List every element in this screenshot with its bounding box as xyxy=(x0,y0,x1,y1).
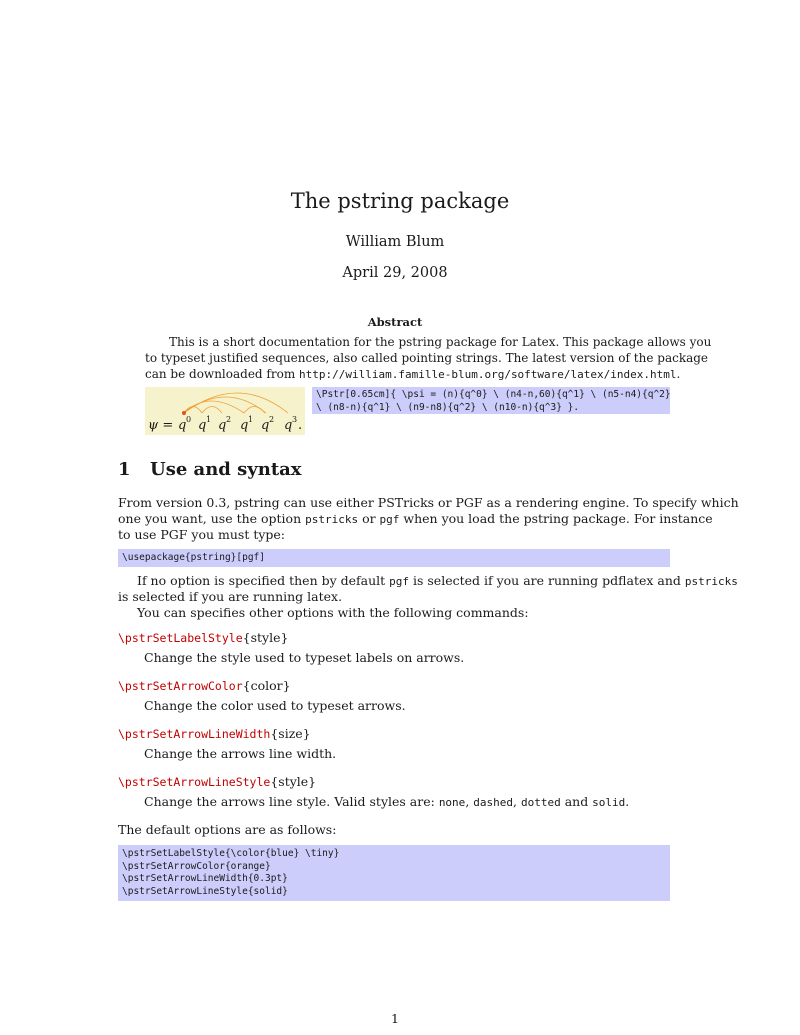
seq-item-4: q xyxy=(261,418,270,433)
seq-item-2: q xyxy=(218,418,227,433)
abstract-line-3-suffix: . xyxy=(676,367,681,381)
abstract-line-1: This is a short documentation for the pstring package for Latex. This package allows you xyxy=(169,335,712,349)
seq-item-4-sup: 2 xyxy=(269,415,275,424)
section-title: Use and syntax xyxy=(150,459,302,480)
seq-item-1: q xyxy=(198,418,207,433)
command-desc: Change the style used to typeset labels on arrows. xyxy=(144,650,465,665)
para2-text-b: is selected if you are running pdflatex and xyxy=(409,573,685,588)
defaults-code-line: \pstrSetLabelStyle{\color{blue} \tiny} xyxy=(122,848,340,859)
example-code-box xyxy=(312,387,670,414)
seq-item-0-sup: 0 xyxy=(186,415,192,424)
abstract-heading: Abstract xyxy=(367,315,423,329)
command-arg: {size} xyxy=(270,726,311,741)
defaults-code-line: \pstrSetArrowLineStyle{solid} xyxy=(122,885,288,897)
pointer-arrows xyxy=(145,387,305,435)
example-code-line-2: \ (n8-n){q^1} \ (n9-n8){q^2} \ (n10-n){q^3} }. xyxy=(316,402,580,413)
para1-line2 xyxy=(118,511,713,528)
seq-item-2-sup: 2 xyxy=(226,415,232,424)
para2-line3: You can specifies other options with the following commands: xyxy=(137,605,529,620)
style-solid: solid xyxy=(592,796,626,809)
option-pstricks: pstricks xyxy=(305,513,359,526)
download-url-link[interactable]: http://william.famille-blum.org/software/latex/index.html xyxy=(299,368,677,381)
section-heading xyxy=(118,459,302,480)
option-pgf: pgf xyxy=(379,513,400,526)
usepackage-code-box xyxy=(118,549,670,567)
style-dotted: dotted xyxy=(520,796,561,809)
separator-and: and xyxy=(560,794,593,809)
command-arg: {color} xyxy=(242,678,291,693)
page-number: 1 xyxy=(391,1011,399,1026)
abstract-line-3-text: can be downloaded from xyxy=(145,367,300,381)
defaults-code-box xyxy=(118,845,670,901)
psi-symbol: ψ = xyxy=(148,418,174,433)
para2-text-a: If no option is specified then by default xyxy=(137,573,390,588)
para2-line2: is selected if you are running latex. xyxy=(118,589,343,604)
para1-text-a: one you want, use the option xyxy=(118,511,306,526)
style-none: none xyxy=(438,796,466,809)
seq-item-3-sup: 1 xyxy=(248,415,254,424)
seq-item-0: q xyxy=(178,418,187,433)
style-dashed: dashed xyxy=(473,796,514,809)
seq-item-1-sup: 1 xyxy=(206,415,212,424)
abstract-line-3 xyxy=(145,366,680,383)
para1-text-d: when you load the pstring package. For instance xyxy=(399,511,713,526)
command-desc: Change the color used to typeset arrows. xyxy=(144,698,406,713)
section-number: 1 xyxy=(118,459,131,480)
abstract-line-2: to typeset justified sequences, also called pointing strings. The latest version of the package xyxy=(145,351,709,365)
seq-item-5-sup: 3 xyxy=(292,415,298,424)
separator: , xyxy=(513,794,521,809)
para2-line1 xyxy=(137,573,738,590)
author: William Blum xyxy=(345,234,445,250)
command-desc: Change the arrows line width. xyxy=(144,746,337,761)
defaults-code-line: \pstrSetArrowLineWidth{0.3pt} xyxy=(122,873,288,884)
defaults-code-line: \pstrSetArrowColor{orange} xyxy=(122,860,271,872)
seq-item-5: q xyxy=(284,418,293,433)
seq-item-3: q xyxy=(240,418,249,433)
date: April 29, 2008 xyxy=(342,265,448,281)
para2-pstricks: pstricks xyxy=(684,575,738,588)
desc-suffix: . xyxy=(625,794,630,809)
command-arrow-color xyxy=(118,678,291,693)
document-title: The pstring package xyxy=(290,189,510,213)
usepackage-code: \usepackage{pstring}[pgf] xyxy=(122,552,265,563)
para1-line1: From version 0.3, pstring can use either PSTricks or PGF as a rendering engine. To specify which xyxy=(118,495,739,510)
para1-text-b: or xyxy=(358,511,380,526)
command-name: \pstrSetArrowColor xyxy=(118,679,243,693)
para1-line3: to use PGF you must type: xyxy=(118,527,286,542)
sequence-items xyxy=(178,415,302,433)
command-arg: {style} xyxy=(270,774,317,789)
desc-prefix: Change the arrows line style. Valid styles are: xyxy=(144,794,439,809)
command-desc xyxy=(144,794,629,809)
seq-end: . xyxy=(298,418,303,433)
example-code-line-1: \Pstr[0.65cm]{ \psi = (n){q^0} \ (n4-n,60){q^1} \ (n5-n4){q^2} xyxy=(316,389,671,400)
command-name: \pstrSetArrowLineStyle xyxy=(118,775,271,789)
para2-pgf: pgf xyxy=(389,575,410,588)
command-label-style xyxy=(118,630,288,645)
example-rendered-box xyxy=(145,387,305,435)
command-arrow-line-width xyxy=(118,726,311,741)
defaults-intro: The default options are as follows: xyxy=(118,822,337,837)
command-arg: {style} xyxy=(242,630,289,645)
command-name: \pstrSetLabelStyle xyxy=(118,631,243,645)
command-name: \pstrSetArrowLineWidth xyxy=(118,727,271,741)
command-arrow-line-style xyxy=(118,774,316,789)
separator: , xyxy=(465,794,474,809)
